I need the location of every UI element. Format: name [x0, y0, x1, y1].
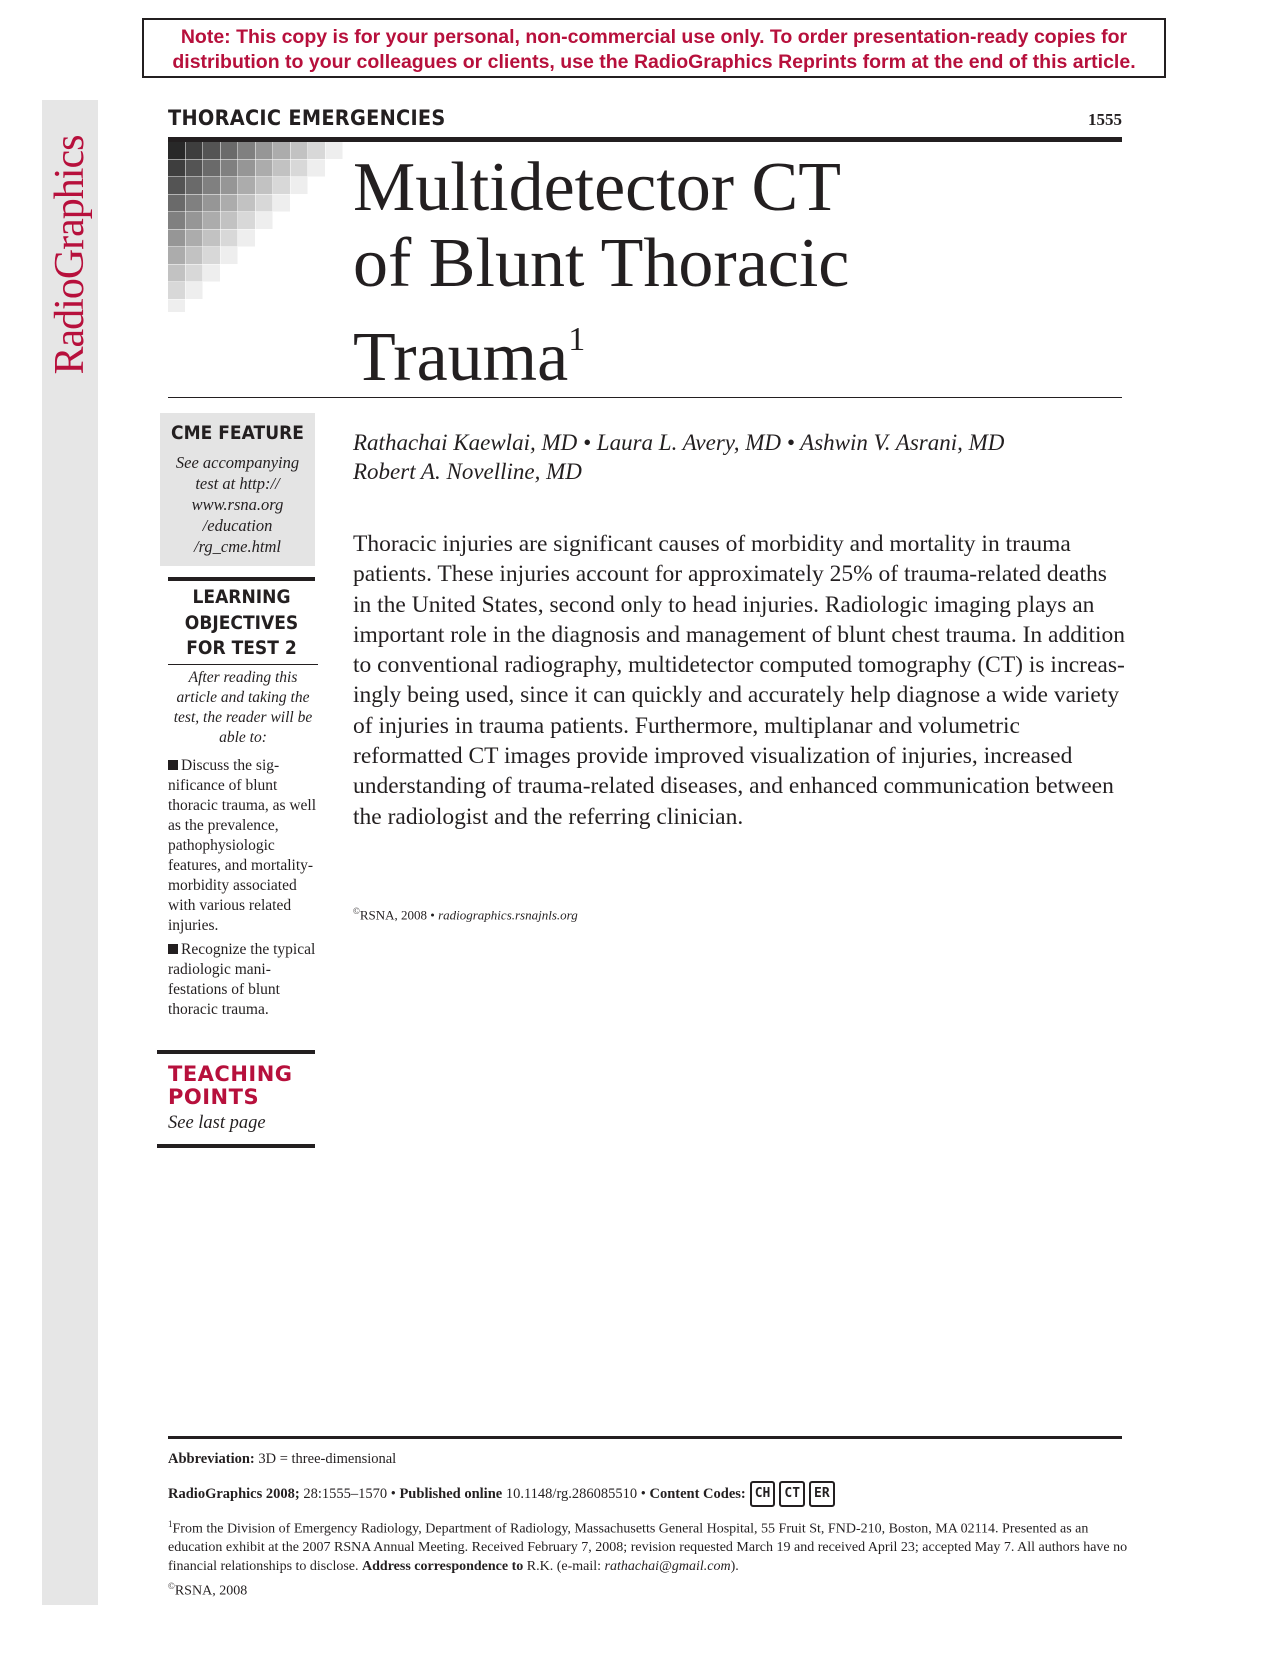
mosaic-square — [186, 212, 203, 229]
mosaic-square — [256, 160, 273, 177]
mosaic-square — [168, 247, 185, 264]
mosaic-square — [186, 195, 203, 212]
mosaic-square — [291, 142, 308, 159]
doi-link[interactable]: 10.1148/rg.286085510 • — [502, 1485, 650, 1502]
mosaic-square — [203, 142, 220, 159]
mosaic-square — [186, 282, 203, 299]
mosaic-square — [168, 282, 185, 299]
mosaic-square — [168, 300, 185, 313]
authors-line-2: Robert A. Novelline, MD — [353, 459, 582, 484]
mosaic-square — [256, 142, 273, 159]
authors-line-1: Rathachai Kaewlai, MD • Laura L. Avery, MD • Ashwin V. Asrani, MD — [353, 430, 1005, 455]
journal-url-link[interactable]: radiographics.rsnajnls.org — [438, 907, 578, 923]
mosaic-square — [256, 195, 273, 212]
mosaic-square — [168, 160, 185, 177]
correspondence-label: Address correspondence to — [362, 1558, 524, 1574]
mosaic-square — [238, 160, 255, 177]
mosaic-square — [308, 142, 325, 159]
email-link[interactable]: rathachai@gmail.com — [604, 1558, 731, 1574]
content-code-badge: CT — [779, 1481, 805, 1507]
mosaic-square — [291, 177, 308, 194]
objective-item — [168, 940, 323, 1020]
mosaic-square — [221, 195, 238, 212]
mosaic-square — [238, 195, 255, 212]
objective-text: Recognize the typical radiologic manifestations of blunt thoracic trauma. — [168, 941, 316, 1018]
correspondence-text: R.K. (e-mail: — [523, 1558, 605, 1574]
mosaic-square — [221, 212, 238, 229]
mosaic-square — [238, 177, 255, 194]
content-codes-label: Content Codes: — [649, 1485, 746, 1502]
mosaic-square — [221, 160, 238, 177]
mosaic-square — [221, 247, 238, 264]
mosaic-square — [168, 265, 185, 282]
objective-item — [168, 756, 323, 936]
title-line-2: of Blunt Thoracic — [353, 225, 850, 302]
footer-copyright — [168, 1581, 247, 1600]
copyright-text: RSNA, 2008 • — [359, 907, 439, 923]
mosaic-square — [203, 247, 220, 264]
teaching-points-bottom-rule — [157, 1144, 315, 1148]
footer-copyright-text: RSNA, 2008 — [174, 1583, 248, 1599]
copyright-symbol: © — [353, 906, 360, 916]
title-rule — [168, 397, 1122, 398]
mosaic-square — [273, 177, 290, 194]
journal-spine-label: RadioGraphics — [47, 135, 93, 375]
article-title — [353, 150, 1113, 396]
reprint-notice — [142, 18, 1166, 78]
teaching-points-top-rule — [157, 1050, 315, 1054]
mosaic-square — [203, 230, 220, 247]
cme-feature-box — [160, 413, 315, 566]
mosaic-square — [221, 177, 238, 194]
tp-title-line-2: POINTS — [168, 1085, 260, 1109]
mosaic-square — [273, 142, 290, 159]
page-number: 1555 — [1088, 110, 1122, 129]
mosaic-square — [186, 160, 203, 177]
square-bullet-icon — [168, 944, 178, 954]
mosaic-square — [186, 265, 203, 282]
mosaic-square — [238, 142, 255, 159]
decorative-mosaic — [168, 142, 348, 312]
abbr-text: 3D = three-dimensional — [254, 1451, 397, 1467]
mosaic-square — [308, 160, 325, 177]
objective-text: Discuss the significance of blunt thoracic trauma, as well as the prevalence, pathophysiologic features, and mortality-morbidity associated with various related injuries. — [168, 757, 317, 934]
lo-title-line-2: OBJECTIVES — [184, 611, 299, 634]
title-line-1: Multidetector CT — [353, 149, 841, 226]
section-heading: THORACIC EMERGENCIES — [168, 106, 446, 130]
tp-title-line-1: TEACHING — [168, 1062, 293, 1086]
mosaic-square — [203, 265, 220, 282]
mosaic-square — [238, 212, 255, 229]
mosaic-square — [186, 142, 203, 159]
abstract: Thoracic injuries are significant causes of morbidity and mortality in trauma patients. These injuries account for approximately 25% of trauma-related deaths in the United States, second only to head injuries. Radiologic imaging plays an important role in the diagnosis and management of blunt chest trauma. In addition to conventional radiography, multidetector computed tomography (CT) is increasingly being used, since it can quickly and accurately help diagnose a wide variety of injuries in trauma patients. Furthermore, multiplanar and volumetric reformatted CT images provide improved visualization of injuries, increased understanding of trauma-related diseases, and enhanced communication between the radiologist and the referring clinician. — [353, 531, 1126, 830]
mosaic-square — [203, 212, 220, 229]
lo-title-line-1: LEARNING — [192, 586, 291, 608]
mosaic-square — [168, 142, 185, 159]
abbreviations — [168, 1451, 396, 1468]
mosaic-square — [168, 195, 185, 212]
objectives-intro: After reading this article and taking the test, the reader will be able to: — [173, 669, 313, 746]
notice-line-1: Note: This copy is for your personal, non-commercial use only. To order presentation-ready copies for — [180, 26, 1128, 48]
cme-text: See accompanying test at http:// www.rsna.org /education /rg_cme.html — [175, 453, 300, 556]
mosaic-square — [273, 160, 290, 177]
author-list — [353, 428, 1133, 486]
footnote-mark: 1 — [168, 1519, 173, 1529]
cme-title: CME FEATURE — [171, 422, 304, 444]
square-bullet-icon — [168, 760, 178, 770]
footer-rule — [168, 1436, 1122, 1439]
mosaic-square — [186, 230, 203, 247]
notice-line-2: distribution to your colleagues or clients, use the RadioGraphics Reprints form at the end of this article. — [172, 51, 1136, 73]
mosaic-square — [203, 177, 220, 194]
mosaic-square — [186, 247, 203, 264]
mosaic-square — [168, 177, 185, 194]
title-footnote-mark: 1 — [568, 321, 586, 358]
mosaic-square — [168, 230, 185, 247]
mosaic-square — [203, 195, 220, 212]
footnote-text: From the Division of Emergency Radiology, Department of Radiology, Massachusetts General Hospital, 55 Fruit St, FND-210, Boston, MA 02114. Presented as an education exhibit at the 2007 RSNA Annual Meeting. Received February 7, 2008; revision requested March 19 and received April 23; accepted May 7. All authors have no financial relationships to disclose. — [168, 1521, 1128, 1574]
citation-journal: RadioGraphics 2008; — [168, 1485, 300, 1502]
mosaic-square — [238, 230, 255, 247]
mosaic-square — [326, 142, 343, 159]
correspondence-end: ). — [730, 1558, 739, 1574]
mosaic-square — [291, 160, 308, 177]
mosaic-square — [273, 195, 290, 212]
lo-title-line-3: FOR TEST 2 — [186, 637, 297, 659]
learning-objectives-title — [168, 585, 315, 662]
objectives-thin-rule — [168, 664, 318, 665]
content-code-badge: ER — [809, 1481, 835, 1507]
affiliation-footnote — [168, 1515, 1128, 1576]
mosaic-square — [256, 177, 273, 194]
objectives-rule — [168, 577, 315, 581]
mosaic-square — [256, 212, 273, 229]
title-line-3: Trauma — [353, 319, 569, 396]
mosaic-square — [168, 212, 185, 229]
footer-copyright-symbol: © — [168, 1581, 175, 1591]
mosaic-square — [186, 177, 203, 194]
abbr-label: Abbreviation: — [168, 1451, 255, 1467]
citation-line — [168, 1481, 835, 1507]
mosaic-square — [221, 142, 238, 159]
teaching-points-link[interactable]: See last page — [168, 1113, 266, 1133]
mosaic-square — [203, 160, 220, 177]
published-label: Published online — [399, 1485, 503, 1502]
citation-pages: 28:1555–1570 • — [299, 1485, 400, 1502]
content-code-badge: CH — [750, 1481, 776, 1507]
teaching-points-title — [168, 1063, 318, 1109]
mosaic-square — [221, 230, 238, 247]
article-copyright — [353, 906, 578, 923]
